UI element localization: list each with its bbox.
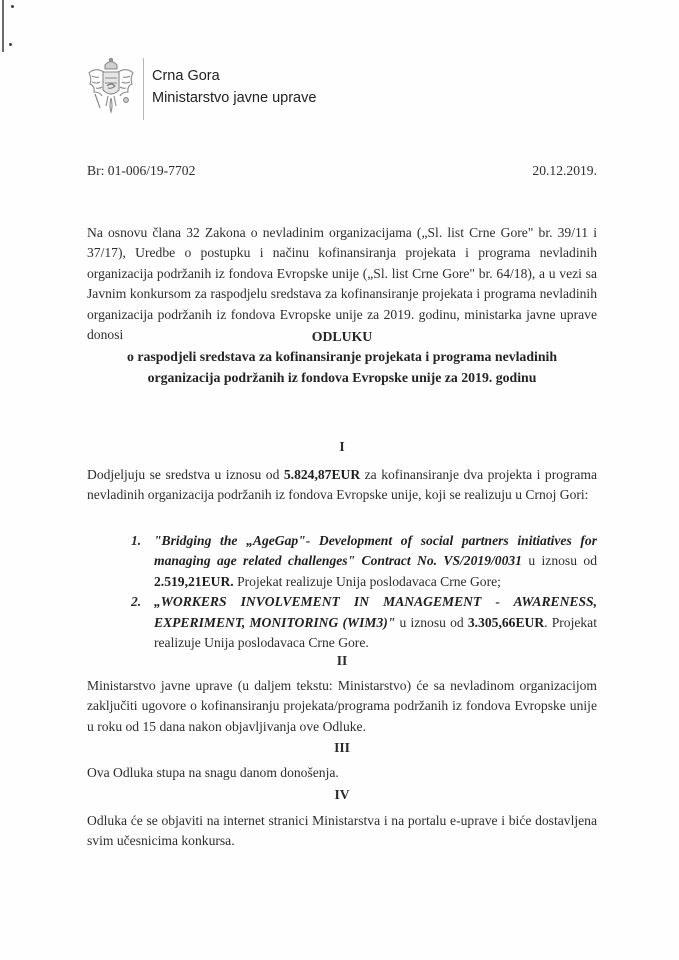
section-number-ii: II [336,653,348,668]
section-number-iv: IV [334,787,350,802]
reference-row [87,163,597,179]
project-text-mid: u iznosu od [521,553,597,569]
section-iv-paragraph: Odluka će se objaviti na internet stranici Ministarstva i na portalu e-uprave i biće dostavljena svim učesnicima konkursa. [87,813,597,849]
section-number-i: I [339,439,345,454]
country-name: Crna Gora [152,68,220,84]
section-ii-paragraph: Ministarstvo javne uprave (u daljem tekstu: Ministarstvo) će sa nevladinom organizacijom zaključiti ugovore o kofinansiranju projekata/programa podržanih iz fondova Evropske unije u roku od 15 dana nakon objavljivanja ove Odluke. [87,678,597,734]
decision-title [87,327,597,388]
list-number: 1. [131,533,142,548]
scan-speck [9,43,12,46]
project-amount: 2.519,21EUR. [154,573,234,589]
project-list-item [131,592,597,653]
reference-number: Br: 01-006/19-7702 [87,163,196,178]
scan-edge-artifact [2,0,4,52]
scan-speck [11,5,14,8]
letterhead-divider [143,58,144,120]
ministry-name: Ministarstvo javne uprave [152,90,317,106]
document-date: 20.12.2019. [532,163,597,178]
total-amount: 5.824,87EUR [283,467,361,482]
letterhead [86,56,316,122]
project-amount: 3.305,66EUR [467,614,545,630]
decision-heading: ODLUKU [311,329,373,344]
list-number: 2. [131,594,142,610]
decision-subtitle-line-1: o raspodjeli sredstava za kofinansiranje projekata i programa nevladinih [126,349,558,365]
coat-of-arms-icon [86,56,136,116]
decision-subtitle-line-2: organizacija podržanih iz fondova Evropske unije za 2019. godinu [147,369,537,385]
section-i-paragraph [87,465,597,506]
project-text-after: Projekat realizuje Unija poslodavaca Crne Gore; [233,573,501,589]
project-list [131,531,597,653]
project-text-after: . Projekat realizuje Unija poslodavaca Crne Gore. [154,614,597,651]
section-iii-paragraph: Ova Odluka stupa na snagu danom donošenja. [87,765,339,780]
project-text-mid: u iznosu od [395,614,468,630]
section-number-iii: III [334,740,350,755]
project-list-item [131,531,597,592]
section-i-text-before: Dodjeljuju se sredstva u iznosu od [87,467,284,482]
section-i-text-after: za kofinansiranje dva projekta i programa nevladinih organizacija podržanih iz fondova Evropske unije, koji se realizuju u Crnoj Gori: [87,467,597,503]
preamble-paragraph: Na osnovu člana 32 Zakona o nevladinim organizacijama („Sl. list Crne Gore" br. 39/11 i 37/17), Uredbe o postupku i načinu kofinansiranja projekata i programa nevladinih organizacija podržanih iz fondova Evropske unije („Sl. list Crne Gore" br. 64/18), a u vezi sa Javnim konkursom za raspodjelu sredstava za kofinansiranje projekata i programa nevladinih organizacija podržanih iz fondova Evropske unije za 2019. godinu, ministarka javne uprave donosi [87,225,597,343]
project-title: „WORKERS INVOLVEMENT IN MANAGEMENT - AWARENESS, EXPERIMENT, MONITORING (WIM3)" [154,594,597,630]
project-title: "Bridging the „AgeGap"- Development of social partners initiatives for managing age related challenges" Contract No. VS/2019/0031 [154,533,597,569]
